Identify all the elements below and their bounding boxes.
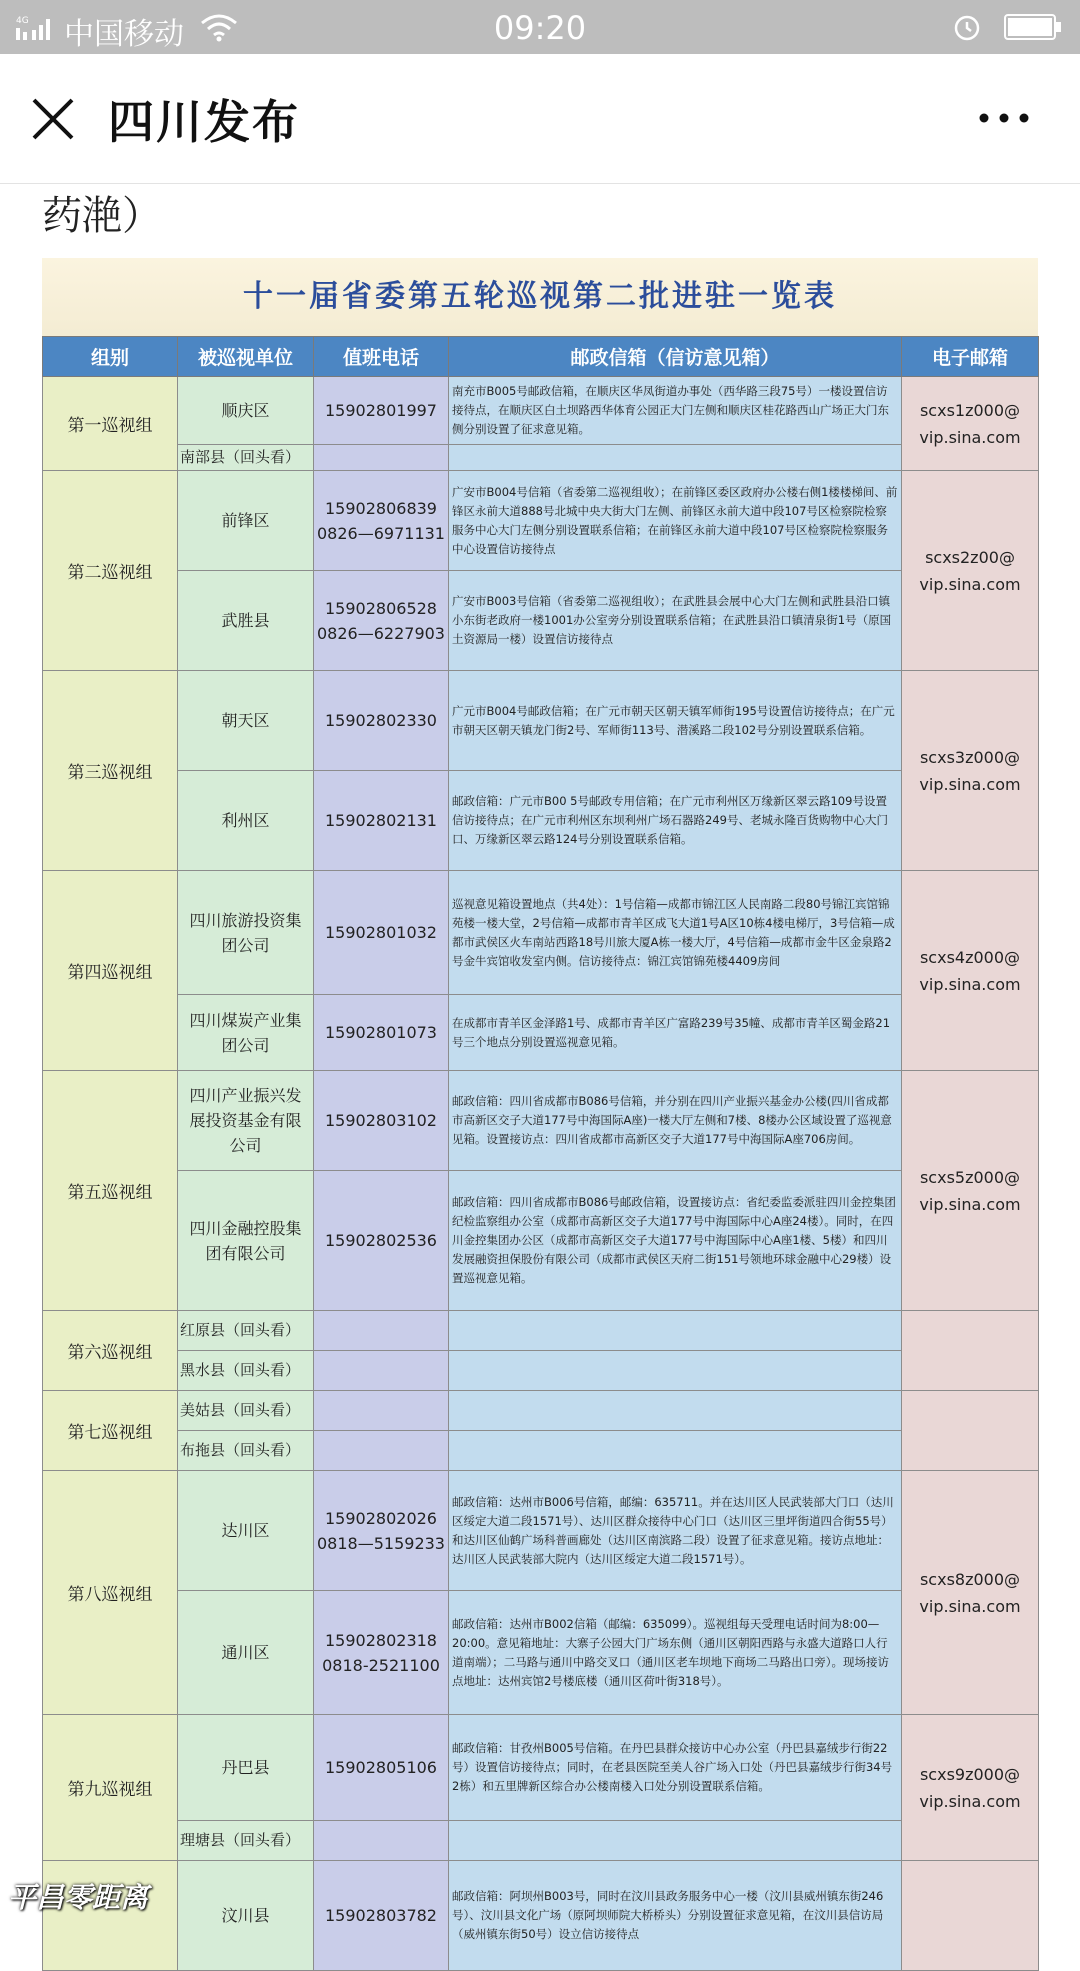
phone-cell: 15902802131 [314,771,449,871]
phone-cell: 15902801073 [314,995,449,1071]
header-phone: 值班电话 [314,337,449,377]
table-row [43,1431,1039,1471]
postbox-cell: 在成都市青羊区金泽路1号、成都市青羊区广富路239号35幢、成都市青羊区蜀金路21号三个地点分别设置巡视意见箱。 [449,995,902,1071]
table-row [43,1351,1039,1391]
alarm-icon [952,12,982,42]
postbox-cell: 巡视意见箱设置地点（共4处）：1号信箱—成都市锦江区人民南路二段80号锦江宾馆锦苑楼一楼大堂，2号信箱—成都市青羊区成飞大道1号A区10栋4楼电梯厅，3号信箱—成都市武侯区火车南站西路18号川旅大厦A栋一楼大厅，4号信箱—成都市金牛区金泉路2号金牛宾馆收发室内侧。信访接待点：锦江宾馆锦苑楼4409房间 [449,871,902,995]
phone-cell: 15902801997 [314,377,449,445]
email-cell: scxs8z000@ vip.sina.com [902,1471,1039,1715]
header-email: 电子邮箱 [902,337,1039,377]
table-row [43,1471,1039,1591]
unit-cell: 汶川县 [178,1861,314,1971]
table-row [43,445,1039,471]
more-icon[interactable] [976,108,1032,128]
table-row [43,771,1039,871]
email-cell [902,1391,1039,1471]
carrier-name: 中国移动 [64,17,184,52]
phone-cell [314,1391,449,1431]
phone-cell: 15902806528 0826—6227903 [314,571,449,671]
phone-cell: 15902806839 0826—6971131 [314,471,449,571]
group-cell: 第八巡视组 [43,1471,178,1715]
table-row [43,1821,1039,1861]
unit-cell: 四川旅游投资集团公司 [178,871,314,995]
unit-cell: 黑水县（回头看） [178,1351,314,1391]
inspection-table [42,336,1039,1971]
unit-cell: 利州区 [178,771,314,871]
email-cell: scxs5z000@ vip.sina.com [902,1071,1039,1311]
phone-cell: 15902803102 [314,1071,449,1171]
postbox-cell [449,445,902,471]
unit-cell: 四川煤炭产业集团公司 [178,995,314,1071]
unit-cell: 前锋区 [178,471,314,571]
phone-cell [314,1821,449,1861]
unit-cell: 四川产业振兴发展投资基金有限公司 [178,1071,314,1171]
postbox-cell: 广安市B003号信箱（省委第二巡视组收）；在武胜县会展中心大门左侧和武胜县沿口镇小东街老政府一楼1001办公室旁分别设置联系信箱；在武胜县沿口镇清泉街1号（原国土资源局一楼）设置信访接待点 [449,571,902,671]
unit-cell: 布拖县（回头看） [178,1431,314,1471]
postbox-cell: 广元市B004号邮政信箱；在广元市朝天区朝天镇军师街195号设置信访接待点；在广元市朝天区朝天镇龙门街2号、军师街113号、潜溪路二段102号分别设置联系信箱。 [449,671,902,771]
group-cell: 第一巡视组 [43,377,178,471]
postbox-cell [449,1351,902,1391]
group-cell: 第三巡视组 [43,671,178,871]
phone-cell [314,445,449,471]
table-row [43,871,1039,995]
group-cell: 第四巡视组 [43,871,178,1071]
group-cell: 第六巡视组 [43,1311,178,1391]
table-row [43,1715,1039,1821]
svg-text:4G: 4G [16,16,29,26]
battery-icon [1004,14,1062,40]
page-title: 四川发布 [108,95,300,149]
email-cell [902,1311,1039,1391]
postbox-cell [449,1431,902,1471]
group-cell: 第九巡视组 [43,1715,178,1861]
email-cell: scxs3z000@ vip.sina.com [902,671,1039,871]
unit-cell: 美姑县（回头看） [178,1391,314,1431]
nav-bar [0,54,1080,184]
postbox-cell: 邮政信箱：达州市B002信箱（邮编：635099）。巡视组每天受理电话时间为8:00—20:00。意见箱地址：大寨子公园大门广场东侧（通川区朝阳西路与永盛大道路口人行道南端）；二马路与通川中路交叉口（通川区老车坝地下商场二马路出口旁）。现场接访点地址：达州宾馆2号楼底楼（通川区荷叶街318号）。 [449,1591,902,1715]
email-cell: scxs1z000@ vip.sina.com [902,377,1039,471]
email-cell [902,1861,1039,1971]
unit-cell: 通川区 [178,1591,314,1715]
postbox-cell: 邮政信箱：广元市B00 5号邮政专用信箱；在广元市利州区万缘新区翠云路109号设置信访接待点；在广元市利州区东坝利州广场石器路249号、老城永隆百货购物中心大门口、万缘新区翠云路124号分别设置联系信箱。 [449,771,902,871]
phone-cell: 15902801032 [314,871,449,995]
unit-cell: 达川区 [178,1471,314,1591]
table-row [43,471,1039,571]
unit-cell: 武胜县 [178,571,314,671]
postbox-cell: 南充市B005号邮政信箱，在顺庆区华凤街道办事处（西华路三段75号）一楼设置信访接待点，在顺庆区白土坝路西华体育公园正大门左侧和顺庆区桂花路西山广场正大门东侧分别设置了征求意见箱。 [449,377,902,445]
phone-cell: 15902803782 [314,1861,449,1971]
clock: 09:20 [493,9,587,47]
unit-cell: 红原县（回头看） [178,1311,314,1351]
unit-cell: 朝天区 [178,671,314,771]
close-icon[interactable] [30,96,76,142]
table-row [43,1591,1039,1715]
table-row [43,1861,1039,1971]
header-postbox: 邮政信箱（信访意见箱） [449,337,902,377]
email-cell: scxs4z000@ vip.sina.com [902,871,1039,1071]
group-cell: 第二巡视组 [43,471,178,671]
phone-cell: 15902802330 [314,671,449,771]
phone-cell: 15902802536 [314,1171,449,1311]
unit-cell: 顺庆区 [178,377,314,445]
status-bar [0,0,1080,54]
table-row [43,1311,1039,1351]
header-unit: 被巡视单位 [178,337,314,377]
article-text-fragment: 药滟） [42,193,162,239]
table-row [43,377,1039,445]
schedule-table-image [42,258,1038,1941]
watermark: 平昌零距离 [8,1881,149,1914]
postbox-cell: 邮政信箱：四川省成都市B086号信箱，并分别在四川产业振兴基金办公楼(四川省成都市高新区交子大道177号中海国际A座)一楼大厅左侧和7楼、8楼办公区域设置了巡视意见箱。设置接访点：四川省成都市高新区交子大道177号中海国际A座706房间。 [449,1071,902,1171]
header-group: 组别 [43,337,178,377]
email-cell: scxs2z00@ vip.sina.com [902,471,1039,671]
table-title: 十一届省委第五轮巡视第二批进驻一览表 [42,258,1038,336]
phone-cell [314,1351,449,1391]
phone-cell: 15902802026 0818—5159233 [314,1471,449,1591]
postbox-cell: 邮政信箱：达州市B006号信箱，邮编：635711。并在达川区人民武装部大门口（达川区绥定大道二段1571号）、达川区群众接待中心门口（达川区三里坪街道四合街55号）和达川区仙鹤广场科普画廊处（达川区南滨路二段）设置了征求意见箱。接访点地址：达川区人民武装部大院内（达川区绥定大道二段1571号）。 [449,1471,902,1591]
phone-cell [314,1311,449,1351]
table-row [43,1171,1039,1311]
phone-cell: 15902802318 0818-2521100 [314,1591,449,1715]
postbox-cell [449,1821,902,1861]
table-row [43,1071,1039,1171]
postbox-cell [449,1311,902,1351]
postbox-cell: 邮政信箱：甘孜州B005号信箱。在丹巴县群众接访中心办公室（丹巴县嘉绒步行街22号）设置信访接待点；同时，在老县医院至美人谷广场入口处（丹巴县嘉绒步行街34号2栋）和五里牌新区综合办公楼南楼入口处分别设置联系信箱。 [449,1715,902,1821]
postbox-cell [449,1391,902,1431]
group-cell: 第五巡视组 [43,1071,178,1311]
phone-cell [314,1431,449,1471]
table-row [43,995,1039,1071]
unit-cell: 南部县（回头看） [178,445,314,471]
email-cell: scxs9z000@ vip.sina.com [902,1715,1039,1861]
table-row [43,671,1039,771]
unit-cell: 四川金融控股集团有限公司 [178,1171,314,1311]
phone-cell: 15902805106 [314,1715,449,1821]
postbox-cell: 广安市B004号信箱（省委第二巡视组收）；在前锋区委区政府办公楼右侧1楼楼梯间、前锋区永前大道888号北城中央大街大门左侧、前锋区永前大道中段107号区检察院检察服务中心大门左侧分别设置联系信箱；在前锋区永前大道中段107号区检察院检察服务中心设置信访接待点 [449,471,902,571]
unit-cell: 理塘县（回头看） [178,1821,314,1861]
unit-cell: 丹巴县 [178,1715,314,1821]
group-cell: 第七巡视组 [43,1391,178,1471]
postbox-cell: 邮政信箱：阿坝州B003号，同时在汶川县政务服务中心一楼（汶川县威州镇东街246号）、汶川县文化广场（原阿坝师院大桥桥头）分别设置征求意见箱，在汶川县信访局（威州镇东街50号）设立信访接待点 [449,1861,902,1971]
table-row [43,1391,1039,1431]
postbox-cell: 邮政信箱：四川省成都市B086号邮政信箱，设置接访点：省纪委监委派驻四川金控集团纪检监察组办公室（成都市高新区交子大道177号中海国际中心A座24楼）。同时，在四川金控集团办公区（成都市高新区交子大道177号中海国际中心A座1楼、5楼）和四川发展融资担保股份有限公司（成都市武侯区天府二街151号领地环球金融中心29楼）设置巡视意见箱。 [449,1171,902,1311]
table-row [43,571,1039,671]
